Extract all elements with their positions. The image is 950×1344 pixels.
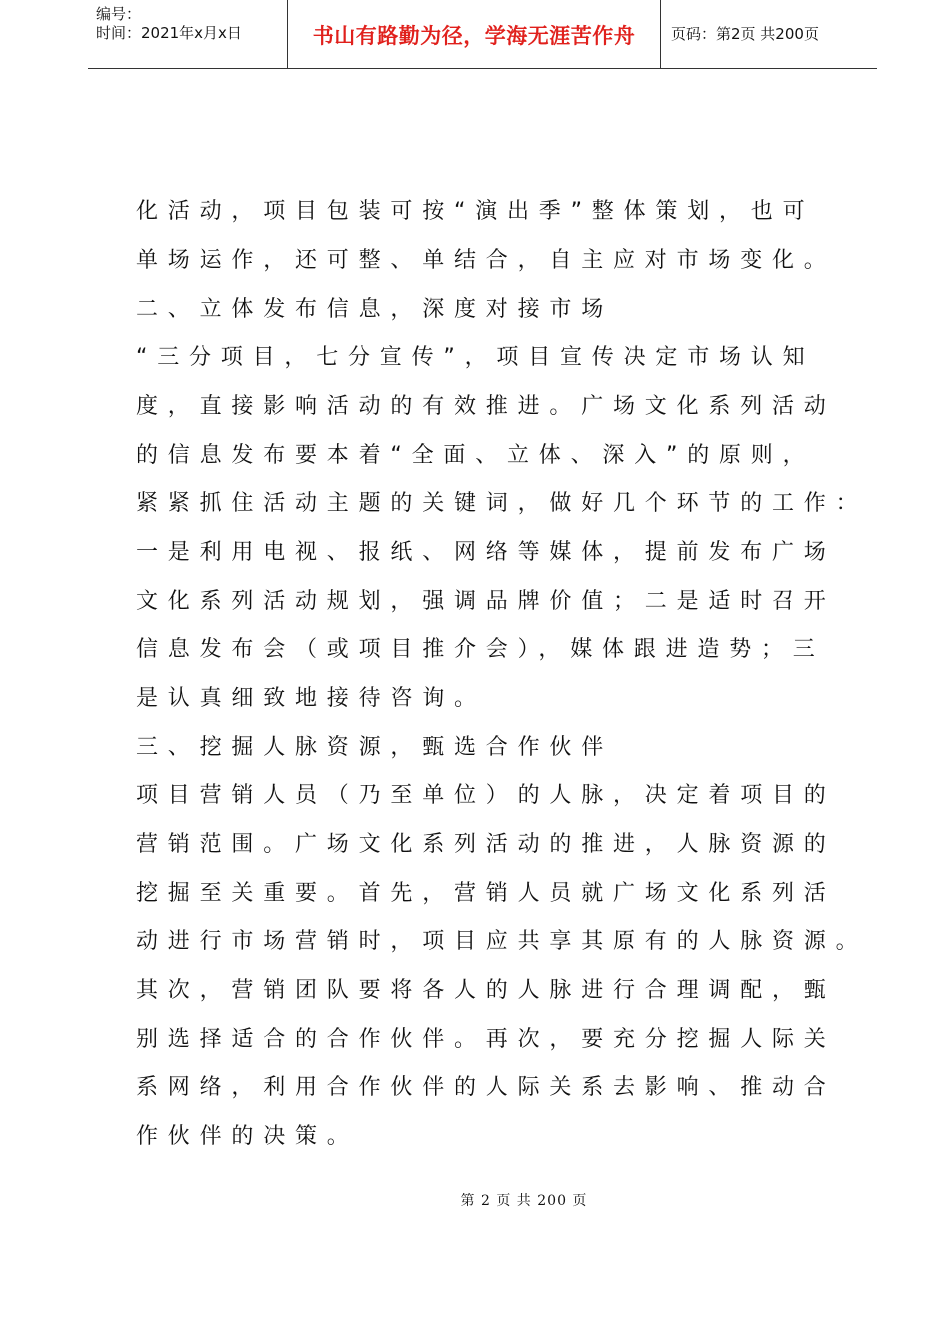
page-footer xyxy=(0,1190,950,1210)
body-line: 化活动，项目包装可按“演出季”整体策划，也可 xyxy=(136,199,815,224)
body-line: 是认真细致地接待咨询。 xyxy=(136,686,486,711)
header-meta-cell xyxy=(88,0,288,68)
body-line: 一是利用电视、报纸、网络等媒体，提前发布广场 xyxy=(136,540,836,565)
body-line: 其次，营销团队要将各人的人脉进行合理调配，甄 xyxy=(136,978,836,1003)
body-line: 文化系列活动规划，强调品牌价值；二是适时召开 xyxy=(136,589,836,614)
body-line: 项目营销人员（乃至单位）的人脉，决定着项目的 xyxy=(136,783,836,808)
body-line: 紧紧抓住活动主题的关键词，做好几个环节的工作： xyxy=(136,491,868,516)
document-time-label: 时间：2021年x月x日 xyxy=(96,24,242,42)
section-heading: 二、立体发布信息，深度对接市场 xyxy=(136,297,614,322)
body-line: 系网络，利用合作伙伴的人际关系去影响、推动合 xyxy=(136,1075,836,1100)
body-line: 单场运作，还可整、单结合，自主应对市场变化。 xyxy=(136,248,836,273)
document-number-label: 编号： xyxy=(96,5,142,23)
header-page-code: 页码：第2页 共200页 xyxy=(671,25,819,43)
body-line: 营销范围。广场文化系列活动的推进，人脉资源的 xyxy=(136,832,836,857)
footer-page-number: 第 2 页 共 200 页 xyxy=(460,1193,588,1209)
body-line: 挖掘至关重要。首先，营销人员就广场文化系列活 xyxy=(136,881,836,906)
body-line: 动进行市场营销时，项目应共享其原有的人脉资源。 xyxy=(136,929,868,954)
body-line: 别选择适合的合作伙伴。再次，要充分挖掘人际关 xyxy=(136,1027,836,1052)
body-line: 作伙伴的决策。 xyxy=(136,1124,359,1149)
header-motto: 书山有路勤为径，学海无涯苦作舟 xyxy=(312,24,636,48)
header-page-cell xyxy=(661,0,877,68)
body-line: 度，直接影响活动的有效推进。广场文化系列活动 xyxy=(136,394,836,419)
section-heading: 三、挖掘人脉资源，甄选合作伙伴 xyxy=(136,735,614,760)
body-line: 的信息发布要本着“全面、立体、深入”的原则， xyxy=(136,443,815,468)
header-motto-cell xyxy=(288,0,661,68)
body-line: “三分项目，七分宣传”，项目宣传决定市场认知 xyxy=(136,345,815,370)
page-header xyxy=(88,0,877,69)
body-line: 信息发布会（或项目推介会），媒体跟进造势；三 xyxy=(136,637,825,662)
